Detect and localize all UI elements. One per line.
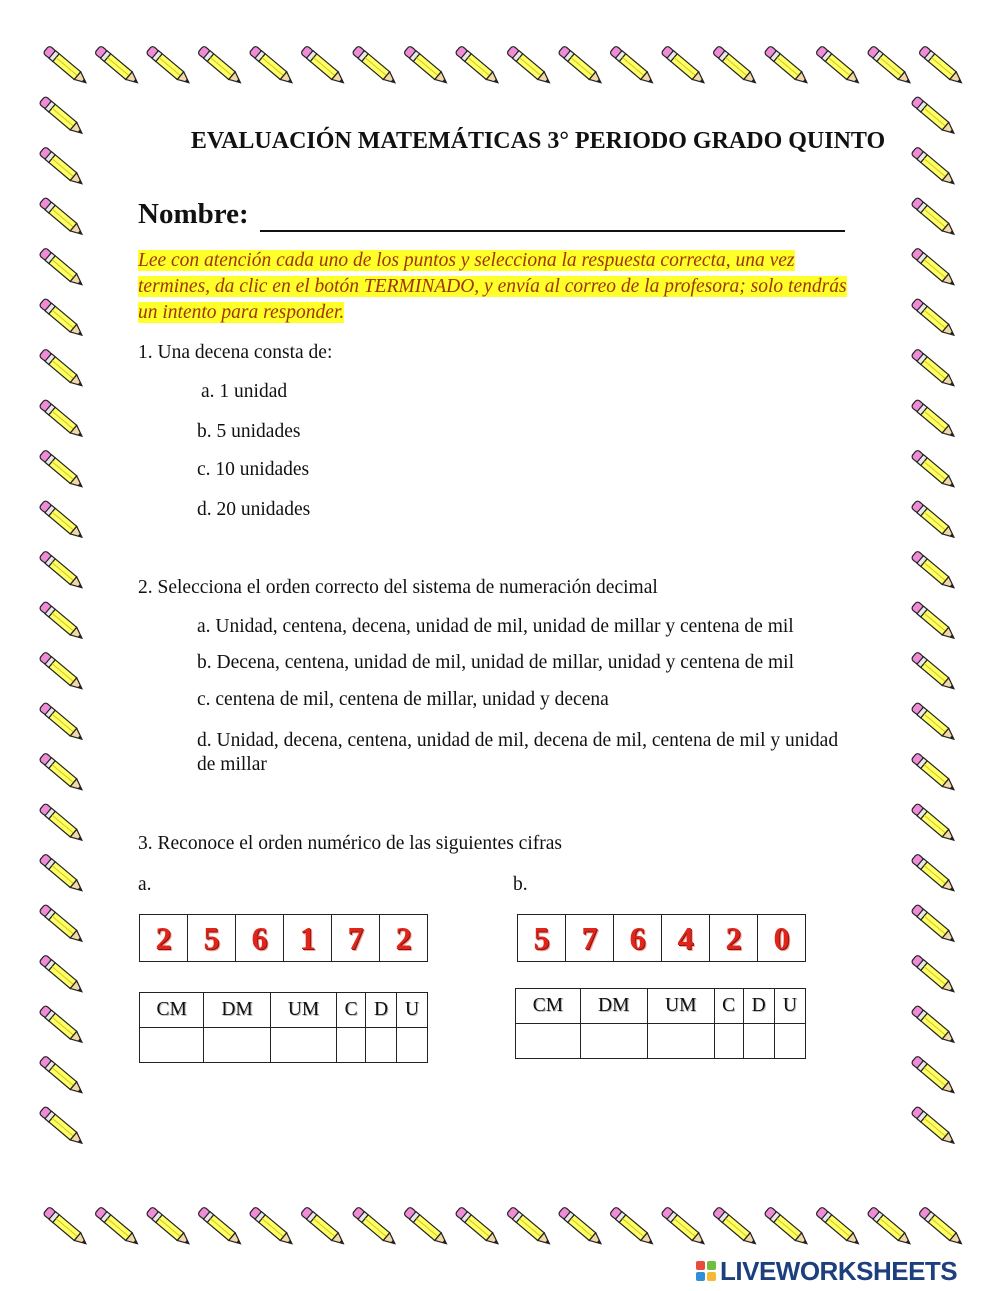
pencil-icon: [94, 1206, 140, 1247]
pencil-icon: [352, 1206, 398, 1247]
pencil-icon: [661, 45, 707, 86]
pencil-icon: [918, 1206, 964, 1247]
answer-cell[interactable]: [774, 1024, 805, 1059]
pencil-icon: [911, 702, 957, 743]
pencil-icon: [609, 1206, 655, 1247]
digit-cell: 7: [566, 915, 614, 962]
pencil-icon: [911, 651, 957, 692]
q1-option-a[interactable]: a. 1 unidad: [201, 381, 288, 402]
pencil-icon: [558, 45, 604, 86]
pencil-icon: [39, 146, 85, 187]
liveworksheets-logo-icon: [696, 1261, 716, 1281]
pencil-icon: [43, 45, 89, 86]
pencil-icon: [249, 45, 295, 86]
pencil-icon: [197, 1206, 243, 1247]
pencil-icon: [815, 1206, 861, 1247]
pencil-icon: [661, 1206, 707, 1247]
pencil-icon: [39, 399, 85, 440]
place-header: U: [774, 989, 805, 1024]
pencil-icon: [911, 954, 957, 995]
pencil-icon: [911, 399, 957, 440]
place-header: CM: [516, 989, 581, 1024]
place-header: UM: [647, 989, 714, 1024]
q1-option-c[interactable]: c. 10 unidades: [197, 459, 310, 480]
digits-table-a: [139, 914, 428, 962]
pencil-icon: [39, 1005, 85, 1046]
logo-square: [707, 1272, 716, 1281]
instructions-text: Lee con atención cada uno de los puntos y selecciona la respuesta correcta, una vez termines, da clic en el botón TERMINADO, y envía al correo de la profesora; solo tendrás un intento para responder.: [138, 250, 847, 323]
q2-option-b[interactable]: b. Decena, centena, unidad de mil, unidad de millar, unidad y centena de mil: [197, 652, 795, 673]
pencil-icon: [911, 601, 957, 642]
pencil-icon: [300, 1206, 346, 1247]
digit-cell: 2: [140, 915, 188, 962]
pencil-icon: [249, 1206, 295, 1247]
pencil-icon: [911, 904, 957, 945]
digit-cell: 5: [518, 915, 566, 962]
pencil-icon: [911, 1005, 957, 1046]
brand-name: LIVEWORKSHEETS: [720, 1255, 958, 1286]
digit-cell: 6: [614, 915, 662, 962]
digits-table-b: [517, 914, 806, 962]
answer-cell[interactable]: [580, 1024, 647, 1059]
q1-option-b[interactable]: b. 5 unidades: [197, 421, 301, 442]
answer-cell[interactable]: [204, 1028, 271, 1063]
pencil-icon: [911, 550, 957, 591]
q2-option-a[interactable]: a. Unidad, centena, decena, unidad de mil, unidad de millar y centena de mil: [197, 616, 794, 637]
q2-option-d[interactable]: d. Unidad, decena, centena, unidad de mil, decena de mil, centena de mil y unidad de millar: [197, 730, 839, 775]
pencil-icon: [39, 904, 85, 945]
pencil-icon: [39, 752, 85, 793]
answer-cell[interactable]: [516, 1024, 581, 1059]
pencil-icon: [39, 1106, 85, 1147]
answer-cell[interactable]: [366, 1028, 397, 1063]
pencil-icon: [39, 601, 85, 642]
liveworksheets-logo[interactable]: [696, 1256, 957, 1286]
q3-label-b: b.: [513, 874, 528, 895]
pencil-icon: [911, 449, 957, 490]
pencil-icon: [609, 45, 655, 86]
digit-cell: 7: [332, 915, 380, 962]
answer-cell[interactable]: [714, 1024, 743, 1059]
pencil-icon: [918, 45, 964, 86]
pencil-icon: [39, 954, 85, 995]
question-1: 1. Una decena consta de:: [138, 342, 333, 363]
pencil-icon: [39, 96, 85, 137]
question-2: 2. Selecciona el orden correcto del sistema de numeración decimal: [138, 577, 658, 598]
place-header: C: [714, 989, 743, 1024]
pencil-icon: [506, 1206, 552, 1247]
digit-cell: 0: [758, 915, 806, 962]
digit-cell: 1: [284, 915, 332, 962]
q3-label-a: a.: [138, 874, 152, 895]
logo-square: [696, 1272, 705, 1281]
pencil-icon: [764, 1206, 810, 1247]
place-header: C: [337, 993, 366, 1028]
place-header: UM: [270, 993, 337, 1028]
pencil-icon: [867, 1206, 913, 1247]
pencil-icon: [94, 45, 140, 86]
place-value-table-a: [139, 992, 428, 1063]
logo-square: [707, 1261, 716, 1270]
digit-cell: 2: [380, 915, 428, 962]
pencil-icon: [558, 1206, 604, 1247]
pencil-icon: [39, 197, 85, 238]
pencil-icon: [911, 348, 957, 389]
pencil-icon: [39, 853, 85, 894]
question-3: 3. Reconoce el orden numérico de las siguientes cifras: [138, 833, 562, 854]
pencil-icon: [39, 298, 85, 339]
pencil-icon: [911, 197, 957, 238]
pencil-icon: [39, 348, 85, 389]
place-header: U: [397, 993, 428, 1028]
q2-option-c[interactable]: c. centena de mil, centena de millar, unidad y decena: [197, 689, 609, 710]
pencil-icon: [352, 45, 398, 86]
pencil-icon: [43, 1206, 89, 1247]
pencil-icon: [39, 247, 85, 288]
logo-square: [696, 1261, 705, 1270]
name-input-line[interactable]: [260, 230, 845, 232]
pencil-icon: [455, 1206, 501, 1247]
pencil-icon: [911, 1055, 957, 1096]
pencil-icon: [39, 651, 85, 692]
instructions: [138, 248, 868, 326]
answer-cell[interactable]: [397, 1028, 428, 1063]
place-header: CM: [140, 993, 204, 1028]
pencil-icon: [815, 45, 861, 86]
answer-cell[interactable]: [337, 1028, 366, 1063]
place-header: DM: [204, 993, 271, 1028]
place-value-table-b: [515, 988, 806, 1059]
pencil-icon: [39, 500, 85, 541]
pencil-icon: [197, 45, 243, 86]
pencil-icon: [39, 702, 85, 743]
pencil-icon: [39, 449, 85, 490]
name-label: Nombre:: [138, 198, 249, 230]
pencil-icon: [911, 752, 957, 793]
pencil-icon: [300, 45, 346, 86]
pencil-icon: [712, 1206, 758, 1247]
pencil-icon: [39, 803, 85, 844]
digit-cell: 5: [188, 915, 236, 962]
pencil-icon: [403, 45, 449, 86]
digit-cell: 6: [236, 915, 284, 962]
pencil-icon: [146, 1206, 192, 1247]
pencil-icon: [39, 550, 85, 591]
digit-cell: 2: [710, 915, 758, 962]
pencil-icon: [455, 45, 501, 86]
pencil-icon: [911, 298, 957, 339]
pencil-icon: [911, 803, 957, 844]
answer-cell[interactable]: [270, 1028, 337, 1063]
pencil-icon: [712, 45, 758, 86]
page-title: EVALUACIÓN MATEMÁTICAS 3° PERIODO GRADO QUINTO: [190, 128, 886, 154]
pencil-icon: [403, 1206, 449, 1247]
pencil-icon: [911, 1106, 957, 1147]
pencil-icon: [911, 247, 957, 288]
pencil-icon: [39, 1055, 85, 1096]
answer-cell[interactable]: [647, 1024, 714, 1059]
pencil-icon: [506, 45, 552, 86]
q1-option-d[interactable]: d. 20 unidades: [197, 499, 311, 520]
place-header: D: [743, 989, 774, 1024]
pencil-icon: [146, 45, 192, 86]
pencil-icon: [764, 45, 810, 86]
place-header: DM: [580, 989, 647, 1024]
pencil-icon: [911, 853, 957, 894]
answer-cell[interactable]: [743, 1024, 774, 1059]
answer-cell[interactable]: [140, 1028, 204, 1063]
pencil-icon: [867, 45, 913, 86]
digit-cell: 4: [662, 915, 710, 962]
place-header: D: [366, 993, 397, 1028]
pencil-icon: [911, 500, 957, 541]
